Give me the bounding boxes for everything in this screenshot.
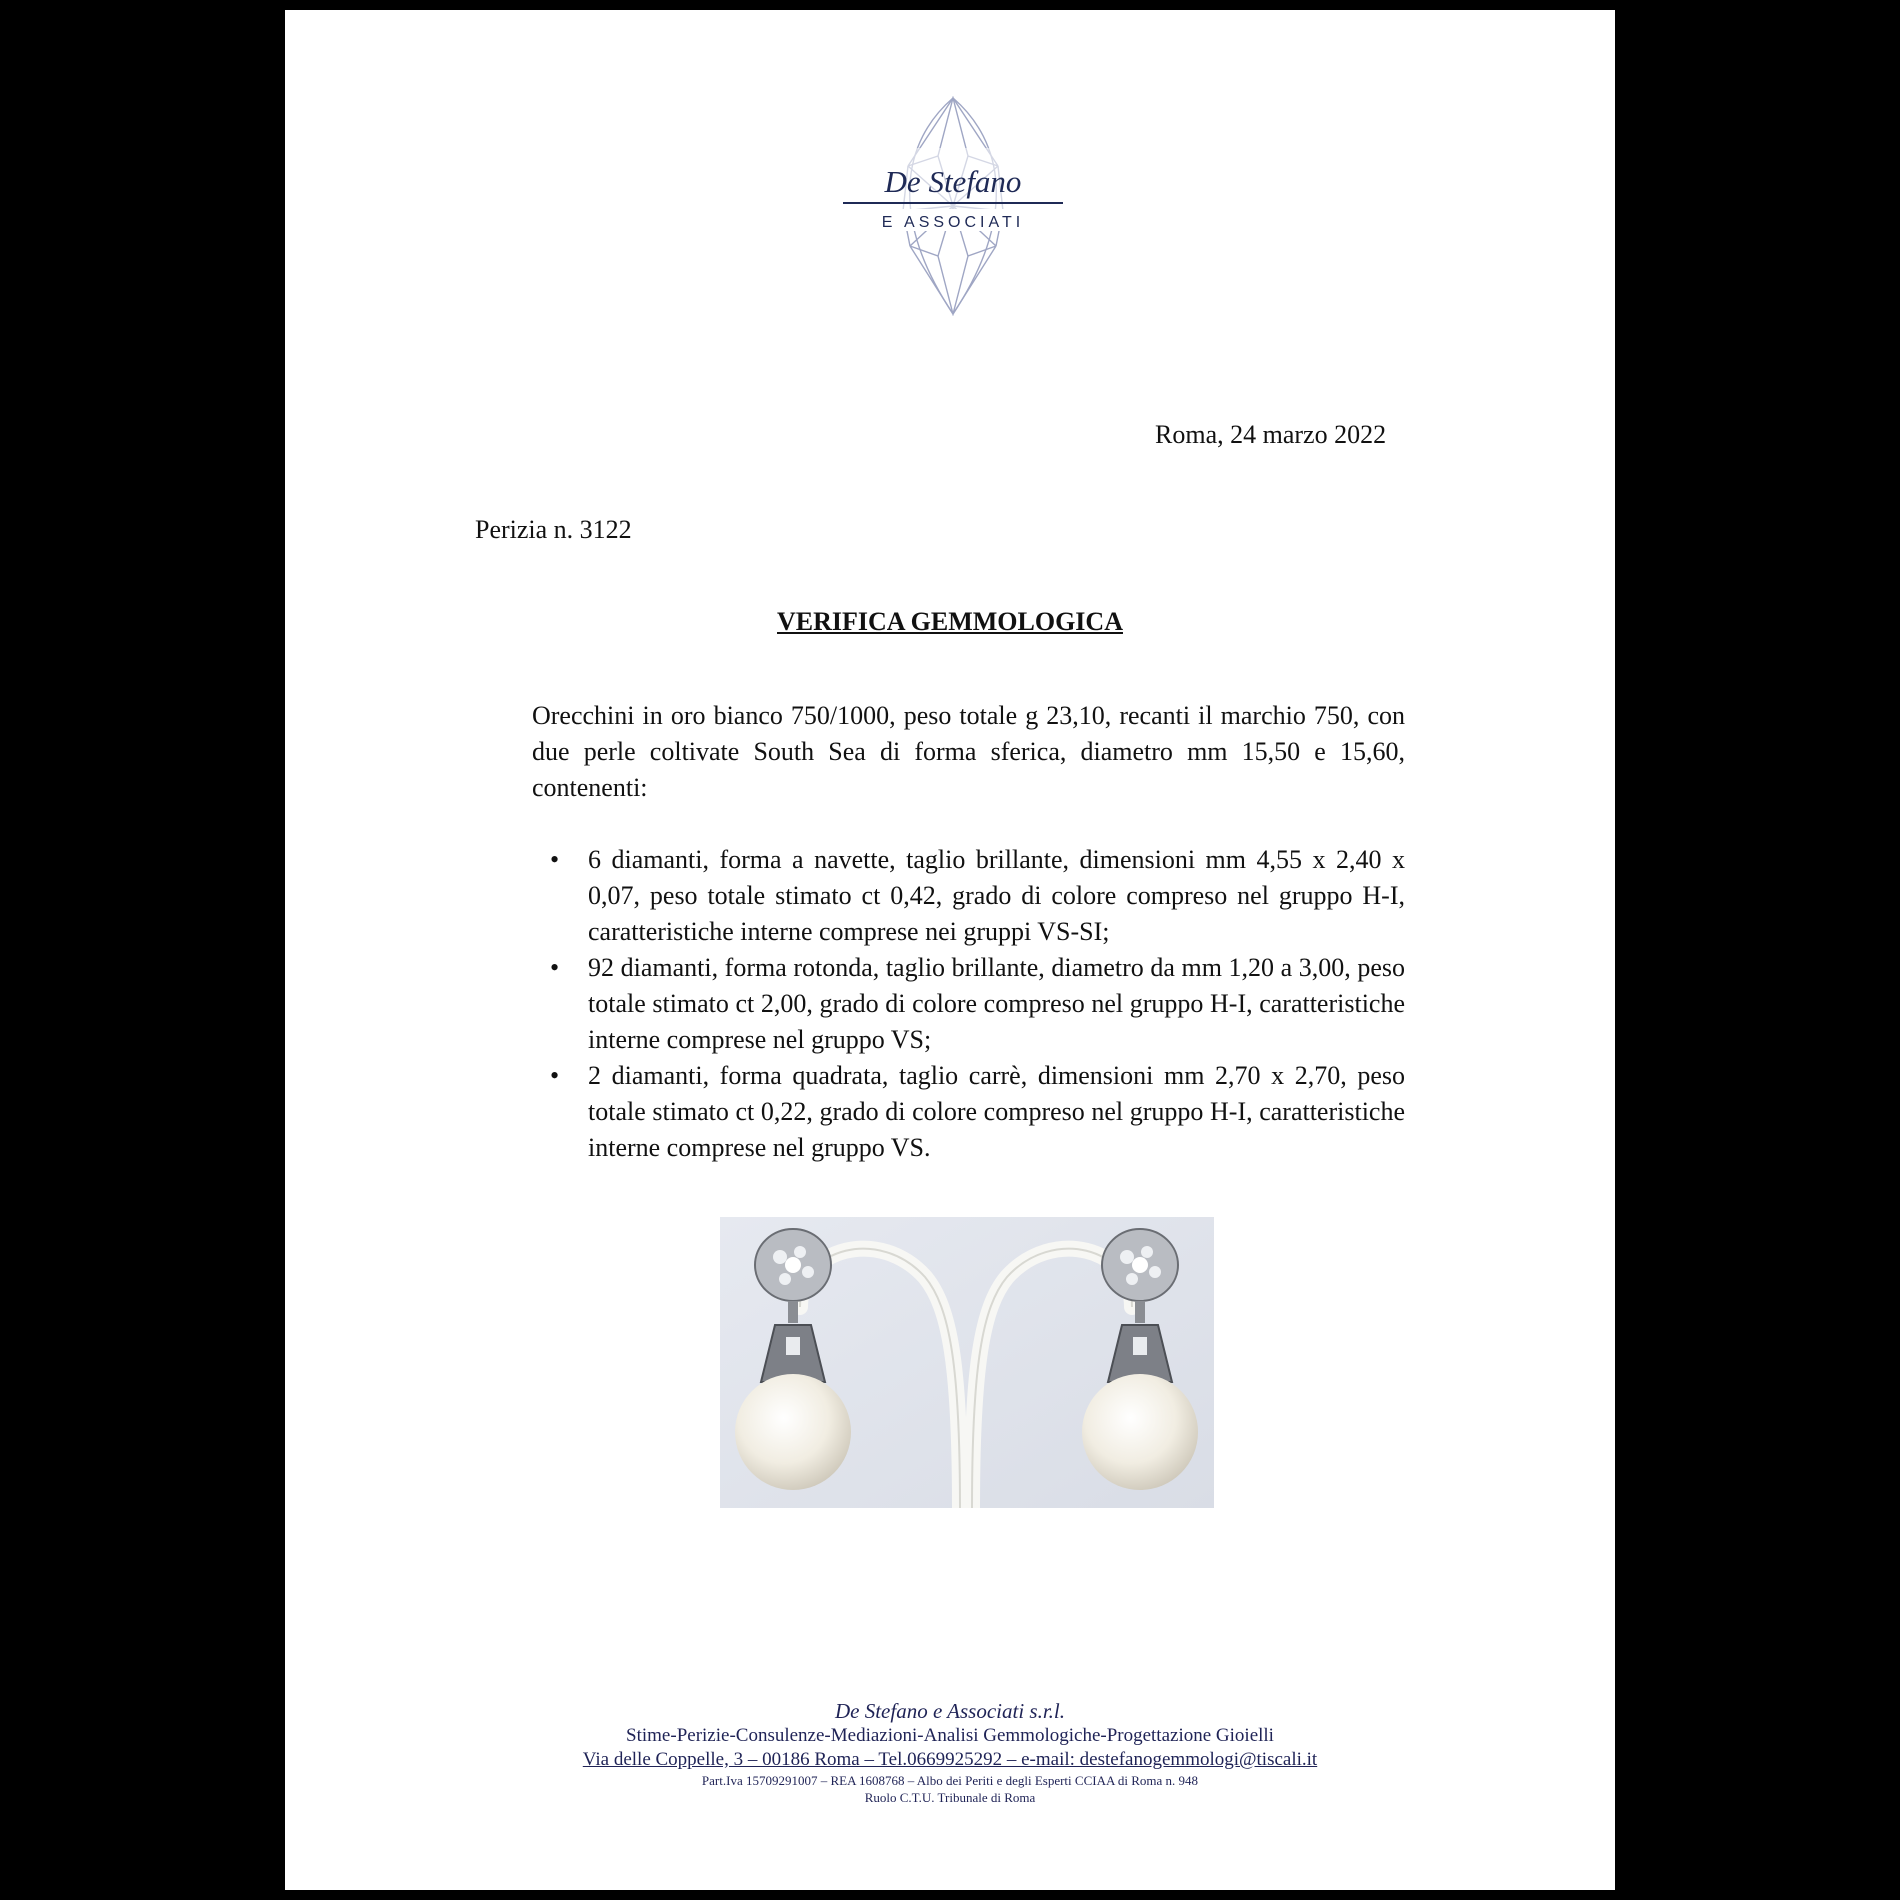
intro-paragraph: Orecchini in oro bianco 750/1000, peso totale g 23,10, recanti il marchio 750, con due perle coltivate South Sea di forma sferica, diametro mm 15,50 e 15,60, contenenti: bbox=[532, 701, 1405, 802]
perizia-number: Perizia n. 3122 bbox=[475, 515, 632, 544]
footer-court: Ruolo C.T.U. Tribunale di Roma bbox=[864, 1790, 1036, 1805]
footer-company: De Stefano e Associati s.r.l. bbox=[834, 1699, 1065, 1723]
list-item bbox=[532, 1058, 1405, 1166]
list-item-text: 2 diamanti, forma quadrata, taglio carrè, dimensioni mm 2,70 x 2,70, peso totale stimato ct 0,22, grado di colore compreso nel gruppo H-I, caratteristiche interne comprese nel gruppo VS. bbox=[588, 1061, 1405, 1162]
company-logo bbox=[813, 96, 1093, 316]
earrings-photo bbox=[720, 1217, 1214, 1508]
list-item bbox=[532, 950, 1405, 1058]
footer-services: Stime-Perizie-Consulenze-Mediazioni-Analisi Gemmologiche-Progettazione Gioielli bbox=[626, 1725, 1274, 1746]
footer-registry: Part.Iva 15709291007 – REA 1608768 – Albo dei Periti e degli Esperti CCIAA di Roma n. 948 bbox=[701, 1773, 1199, 1788]
footer-address: Via delle Coppelle, 3 – 00186 Roma – Tel.0669925292 – e-mail: destefanogemmologi@tiscali.it bbox=[582, 1749, 1318, 1770]
logo-brand-subtitle: E ASSOCIATI bbox=[881, 214, 1025, 231]
list-item-text: 92 diamanti, forma rotonda, taglio brillante, diametro da mm 1,20 a 3,00, peso totale stimato ct 2,00, grado di colore compreso nel gruppo H-I, caratteristiche interne comprese nel gruppo VS; bbox=[588, 953, 1405, 1054]
gem-list bbox=[532, 842, 1405, 1166]
document-date: Roma, 24 marzo 2022 bbox=[1155, 420, 1387, 449]
list-item bbox=[532, 842, 1405, 950]
document-title: VERIFICA GEMMOLOGICA bbox=[777, 607, 1123, 636]
logo-brand-name: De Stefano bbox=[884, 164, 1022, 199]
bullet-icon: • bbox=[550, 953, 560, 982]
page-footer bbox=[285, 1698, 1615, 1806]
appraisal-page bbox=[285, 10, 1615, 1890]
list-item-text: 6 diamanti, forma a navette, taglio brillante, dimensioni mm 4,55 x 2,40 x 0,07, peso totale stimato ct 0,42, grado di colore compreso nel gruppo H-I, caratteristiche interne comprese nei gruppi VS-SI; bbox=[588, 845, 1405, 946]
bullet-icon: • bbox=[550, 845, 560, 874]
marquise-diamond-icon bbox=[813, 96, 1093, 316]
bullet-icon: • bbox=[550, 1061, 560, 1090]
earrings-image bbox=[720, 1217, 1214, 1508]
